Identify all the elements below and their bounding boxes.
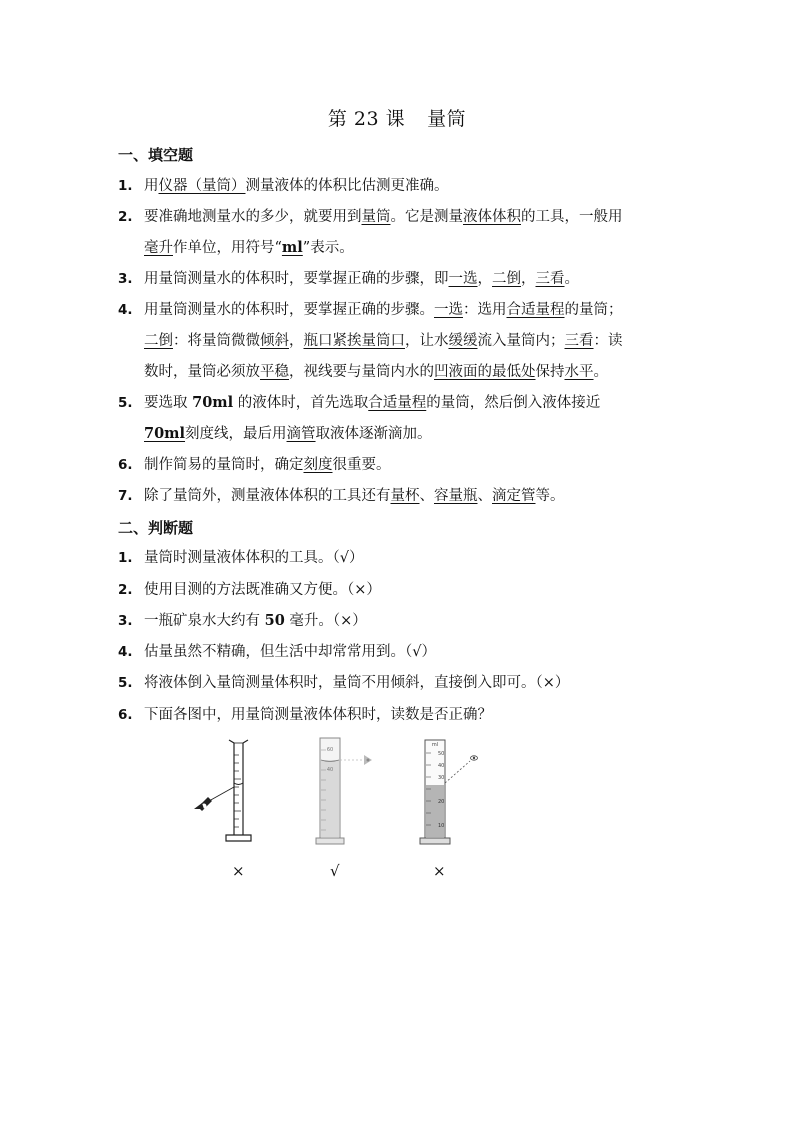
tick-label-10: 10: [438, 823, 445, 829]
judge-question-3: 3. 一瓶矿泉水大约有 50 毫升。（×）: [118, 612, 367, 629]
eye-icon-3: [471, 756, 478, 760]
tick-label-20: 20: [438, 799, 445, 805]
answer-mark-1: ×: [232, 862, 245, 880]
answer-mark-2: √: [330, 862, 340, 880]
fill-question-5: 5. 要选取 70ml 的液体时，首先选取合适量程的量筒，然后倒入液体接近: [118, 394, 601, 411]
judge-question-4: 4. 估量虽然不精确，但生活中却常常用到。（√）: [118, 644, 436, 660]
section-fill-blank: 一、填空题: [118, 146, 194, 164]
fill-question-2-cont: 毫升作单位，用符号“ml”表示。: [144, 239, 354, 256]
cylinder-figures: [180, 735, 500, 850]
tick-label-50: 50: [438, 751, 445, 757]
eye-icon-2: [364, 755, 372, 765]
fill-question-2: 2. 要准确地测量水的多少，就要用到量筒。它是测量液体体积的工具，一般用: [118, 209, 623, 225]
cylinder-1: [209, 740, 251, 841]
tick-label-40: 40: [326, 767, 334, 773]
tick-label-60: 60: [326, 747, 334, 753]
fill-question-1: 1. 用仪器（量筒）测量液体的体积比估测更准确。: [118, 178, 449, 194]
section-true-false: 二、判断题: [118, 519, 194, 537]
unit-label-ml: ml: [431, 742, 439, 748]
tick-label-40b: 40: [438, 763, 445, 769]
judge-question-1: 1. 量筒时测量液体体积的工具。（√）: [118, 550, 364, 566]
fill-question-5-cont: 70ml刻度线，最后用滴管取液体逐渐滴加。: [144, 425, 432, 442]
judge-question-2: 2. 使用目测的方法既准确又方便。（×）: [118, 582, 381, 598]
judge-question-5: 5. 将液体倒入量筒测量体积时，量筒不用倾斜，直接倒入即可。（×）: [118, 675, 570, 691]
fill-question-4-cont2: 数时，量筒必须放平稳，视线要与量筒内水的凹液面的最低处保持水平。: [144, 364, 608, 380]
judge-question-6: 6. 下面各图中，用量筒测量液体体积时，读数是否正确？: [118, 707, 492, 723]
answer-mark-3: ×: [433, 862, 446, 880]
fill-question-4-cont: 二倒：将量筒微微倾斜，瓶口紧挨量筒口，让水缓缓流入量筒内；三看：读: [144, 333, 623, 349]
fill-question-6: 6. 制作简易的量筒时，确定刻度很重要。: [118, 457, 391, 473]
fill-question-7: 7. 除了量筒外，测量液体体积的工具还有量杯、容量瓶、滴定管等。: [118, 488, 565, 504]
tick-label-30: 30: [438, 775, 445, 781]
fill-question-4: 4. 用量筒测量水的体积时，要掌握正确的步骤。一选：选用合适量程的量筒；: [118, 302, 623, 318]
cylinder-3: [420, 740, 470, 844]
eye-icon-1: [194, 797, 212, 811]
cylinder-2: [316, 738, 363, 844]
fill-question-3: 3. 用量筒测量水的体积时，要掌握正确的步骤，即一选，二倒，三看。: [118, 271, 579, 287]
page-title: 第 23 课 量筒: [327, 108, 467, 130]
